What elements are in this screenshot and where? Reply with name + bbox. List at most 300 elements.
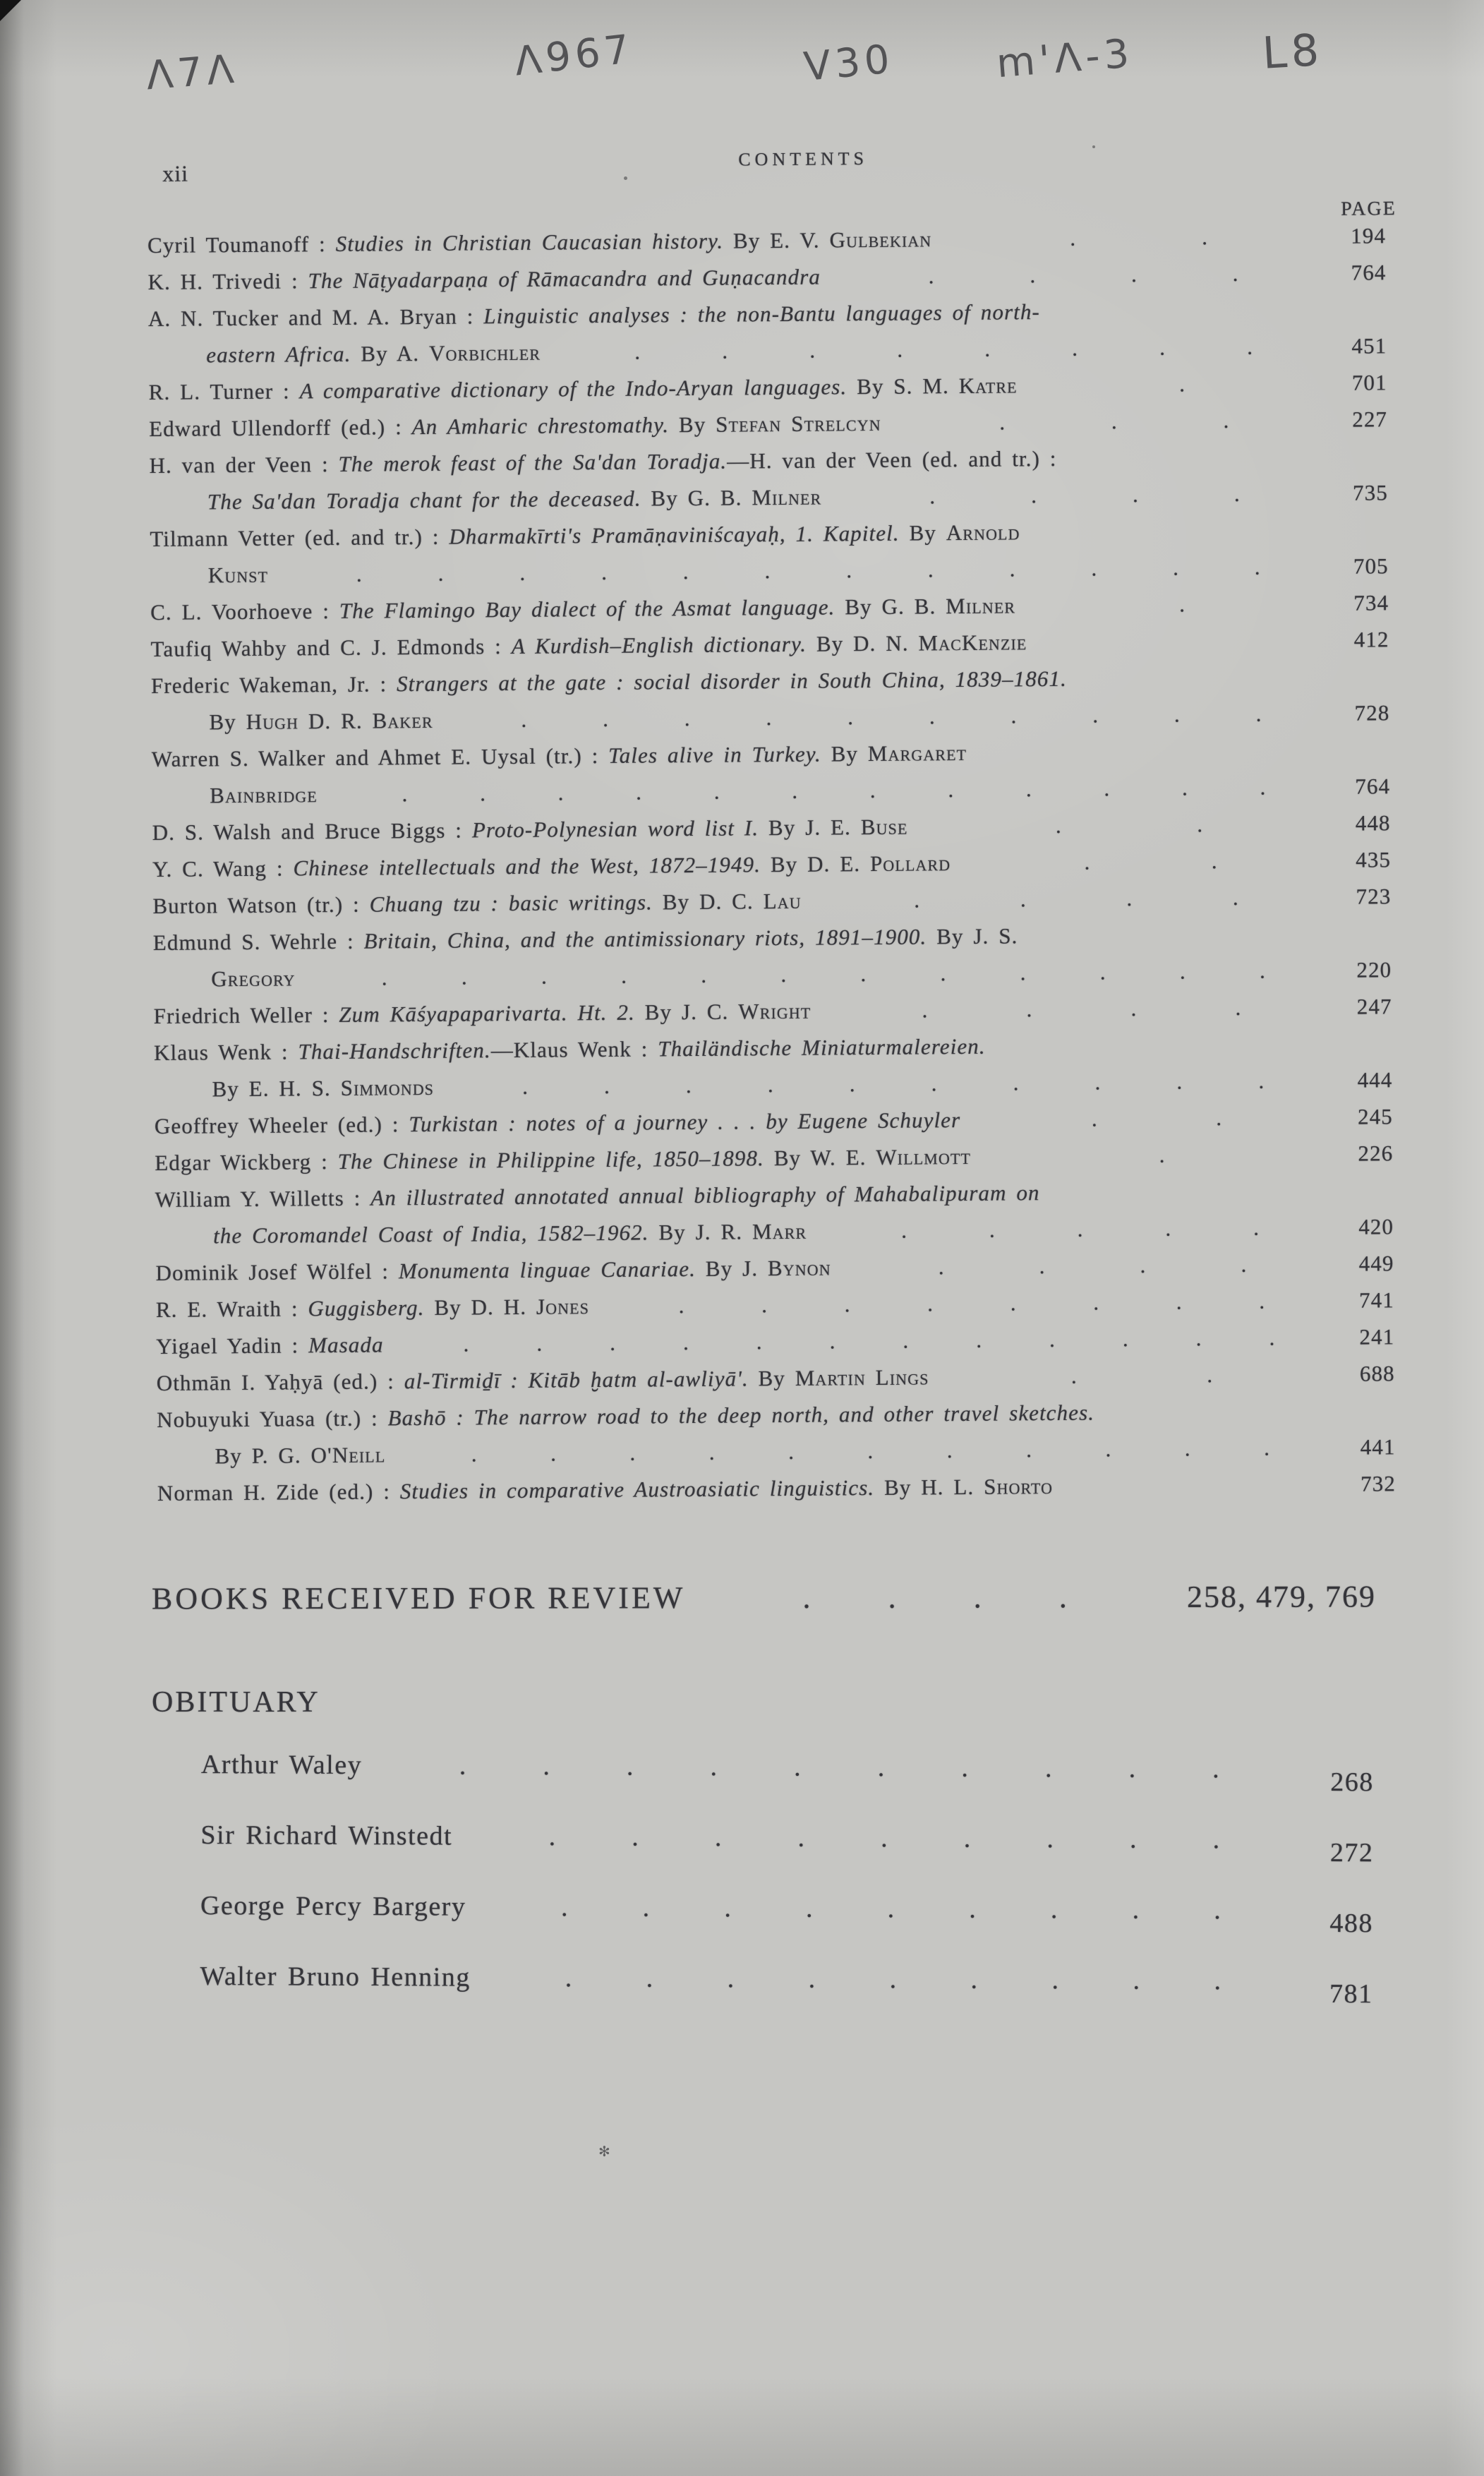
leader-dot: . <box>802 1580 814 1615</box>
leader-dot: . <box>1140 1252 1147 1278</box>
entry-title: A Kurdish–English dictionary. <box>511 631 807 659</box>
leader-dot: . <box>794 1752 802 1782</box>
obituary-row <box>200 1890 1373 1966</box>
page-number: 412 <box>1353 627 1389 652</box>
leader-dot: . <box>601 559 608 584</box>
leader-dot: . <box>632 1822 640 1852</box>
leader-dot: . <box>1179 591 1186 617</box>
leader-dot: . <box>1046 1824 1055 1854</box>
page-number: 732 <box>1360 1471 1396 1496</box>
entry-title: Turkistan : notes of a journey . . . by Eugene Schuyler <box>409 1107 961 1137</box>
leader-dot: . <box>1259 958 1266 983</box>
entry-text: Edward Ullendorff (ed.) : <box>148 414 412 442</box>
reviewer-name: Arnold <box>946 519 1020 546</box>
entry-title: A comparative dictionary of the Indo-Aryan languages. <box>299 374 847 404</box>
leader-dot: . <box>889 1964 898 1995</box>
obituary-row <box>201 1749 1374 1825</box>
leader-dot: . <box>521 707 528 732</box>
leader-dot: . <box>1211 848 1218 874</box>
entry-text: By A. <box>351 340 430 366</box>
page-number: 194 <box>1351 223 1387 248</box>
leader-dot: . <box>1235 994 1242 1020</box>
handwritten-mark-1: Λ7Λ <box>144 46 240 100</box>
leader-dot: . <box>1132 1894 1140 1925</box>
entry-text: By <box>899 520 946 546</box>
leader-dot: . <box>1070 1363 1078 1388</box>
scan-speck: ✻ <box>598 2143 610 2160</box>
page-number: 435 <box>1356 847 1392 872</box>
leader-dot: . <box>970 1964 979 1995</box>
leader-dot: . <box>1232 884 1239 910</box>
entry-title: The Chinese in Philippine life, 1850–1898. <box>337 1146 765 1174</box>
scan-speck <box>1092 145 1095 148</box>
entry-text: By <box>821 741 868 767</box>
entry-title: Monumenta linguae Canariae. <box>398 1256 696 1284</box>
reviewer-name: O'Neill <box>310 1442 386 1468</box>
entry-title: Linguistic analyses : the non-Bantu languages of north- <box>483 299 1041 329</box>
leader-dot: . <box>1010 1290 1017 1316</box>
obituary-name: Sir Richard Winstedt <box>200 1820 453 1851</box>
leader-dot: . <box>940 961 947 986</box>
page-number: 705 <box>1353 553 1389 579</box>
leader-dot: . <box>1044 1753 1054 1784</box>
leader-dot: . <box>541 963 548 989</box>
reviewer-name: Milner <box>946 593 1016 619</box>
leader-dot: . <box>984 336 991 361</box>
dot-leader <box>383 1750 1296 1785</box>
leader-dot: . <box>1092 702 1099 728</box>
leader-dot: . <box>626 1751 635 1781</box>
leader-dot: . <box>976 1327 983 1352</box>
dot-leader <box>1028 591 1337 618</box>
page-number: 227 <box>1352 407 1388 432</box>
reviewer-name: Lau <box>763 888 802 914</box>
entry-text: R. E. Wraith : <box>155 1296 308 1322</box>
entry-title: Proto-Polynesian word list I. <box>471 815 759 843</box>
leader-dot: . <box>479 781 487 806</box>
entry-text: Y. C. Wang : <box>152 855 294 882</box>
leader-dot: . <box>887 1894 895 1924</box>
entry-text: By D. N. <box>806 630 919 656</box>
leader-dot: . <box>1241 1251 1248 1277</box>
leader-dot: . <box>1020 887 1027 912</box>
leader-dot: . <box>1176 1069 1183 1094</box>
leader-dot: . <box>1111 409 1118 434</box>
leader-dot: . <box>701 962 708 987</box>
reviewer-name: MacKenzie <box>918 630 1027 656</box>
leader-dot: . <box>1212 1754 1221 1784</box>
leader-dot: . <box>764 558 771 584</box>
books-received-pages: 258, 479, 769 <box>1186 1579 1377 1614</box>
reviewer-name: Martin Lings <box>795 1364 929 1390</box>
leader-dot: . <box>1214 1966 1222 1996</box>
leader-dot: . <box>636 779 643 805</box>
page-number: 701 <box>1351 370 1387 395</box>
leader-dot: . <box>999 409 1006 435</box>
leader-dot: . <box>1030 263 1037 288</box>
leader-dot: . <box>722 338 729 363</box>
reviewer-name: Buse <box>860 814 908 840</box>
page-number: 728 <box>1354 700 1390 726</box>
dot-leader <box>984 1141 1341 1170</box>
entry-text: Nobuyuki Yuasa (tr.) : <box>157 1405 388 1432</box>
leader-dot: . <box>1159 335 1166 360</box>
leader-dot: . <box>642 1892 651 1923</box>
leader-dot: . <box>903 1328 910 1353</box>
leader-dot: . <box>678 1293 685 1318</box>
page-number: 781 <box>1329 1978 1373 2009</box>
leader-dot: . <box>1176 1289 1183 1314</box>
entry-text: By <box>668 411 716 438</box>
dot-leader <box>602 1288 1342 1319</box>
entry-text: By D. C. <box>652 889 764 915</box>
leader-dot: . <box>1133 1965 1141 1995</box>
page-number: 247 <box>1356 994 1392 1019</box>
page-number: 420 <box>1358 1214 1394 1239</box>
leader-dot: . <box>519 560 526 585</box>
toc-list <box>147 223 1396 1518</box>
leader-dot: . <box>1013 1070 1020 1095</box>
leader-dot: . <box>1009 556 1016 582</box>
entry-text: By S. M. <box>847 373 959 399</box>
leader-dot: . <box>682 559 689 584</box>
leader-dot: . <box>1128 1753 1137 1784</box>
leader-dot: . <box>1258 1068 1265 1093</box>
obituary-name: George Percy Bargery <box>200 1890 466 1922</box>
leader-dot: . <box>867 1438 874 1464</box>
page-number: 734 <box>1353 590 1389 615</box>
leader-dot: . <box>846 558 853 583</box>
page-number: 448 <box>1355 810 1391 836</box>
entry-title: Thailändische Miniaturmalereien. <box>658 1033 986 1062</box>
dot-leader <box>944 224 1334 252</box>
scan-speck <box>624 176 627 180</box>
scan-corner-artifact <box>0 0 21 21</box>
leader-dot: . <box>1025 776 1032 802</box>
leader-dot: . <box>1159 1142 1166 1167</box>
entry-text: Othmān I. Yaḥyā (ed.) : <box>156 1369 404 1395</box>
entry-text: By J. E. <box>758 815 861 841</box>
leader-dot: . <box>963 1823 972 1853</box>
entry-text: Frederic Wakeman, Jr. : <box>150 671 397 699</box>
reviewer-name: Pollard <box>869 851 951 877</box>
leader-dot: . <box>1031 483 1038 508</box>
entry-title: al-Tirmiḏī : Kitāb ḫatm al-awliyā'. <box>404 1366 749 1394</box>
leader-dot: . <box>463 1331 470 1357</box>
leader-dot: . <box>1216 1105 1223 1131</box>
entry-text: Dominik Josef Wölfel : <box>155 1258 399 1285</box>
page-number: 272 <box>1329 1837 1374 1868</box>
dot-leader <box>1066 1491 1344 1494</box>
dot-leader <box>833 260 1334 290</box>
folio-number: xii <box>162 160 189 186</box>
leader-dot: . <box>1070 225 1077 251</box>
leader-dot: . <box>1104 776 1111 801</box>
leader-dot: . <box>927 1291 934 1316</box>
leader-dot: . <box>1195 1326 1202 1351</box>
entry-text: Edgar Wickberg : <box>155 1148 338 1175</box>
dot-leader <box>1039 647 1337 649</box>
leader-dot: . <box>1058 1580 1070 1615</box>
entry-text: R. L. Turner : <box>148 378 300 405</box>
leader-dot: . <box>1179 958 1186 984</box>
leader-dot: . <box>1207 1362 1214 1388</box>
leader-dot: . <box>1255 701 1262 726</box>
obituary-row <box>200 1820 1373 1895</box>
entry-text: Edmund S. Wehrle : <box>152 928 364 955</box>
entry-text: Taufiq Wahby and C. J. Edmonds : <box>150 633 512 662</box>
entry-text: By E. H. S. <box>212 1075 341 1102</box>
dot-leader <box>963 848 1339 876</box>
leader-dot: . <box>788 1438 795 1464</box>
leader-dot: . <box>684 705 691 731</box>
reviewer-name: Bainbridge <box>210 782 318 808</box>
dot-leader <box>920 811 1338 840</box>
entry-text: Tilmann Vetter (ed. and tr.) : <box>150 524 450 552</box>
reviewer-name: Willmott <box>876 1143 972 1170</box>
leader-dot: . <box>1020 960 1027 985</box>
leader-dot: . <box>682 1330 690 1355</box>
handwritten-mark-4: m'Λ-3 <box>994 30 1135 88</box>
entry-title: eastern Africa. <box>206 341 351 368</box>
leader-dot: . <box>1130 996 1138 1021</box>
entry-text: Klaus Wenk : <box>153 1039 298 1065</box>
dot-leader <box>728 1579 1145 1616</box>
leader-dot: . <box>724 1893 732 1923</box>
leader-dot: . <box>1126 886 1133 911</box>
leader-dot: . <box>1072 335 1079 361</box>
leader-dot: . <box>931 1071 938 1096</box>
obituary-list <box>200 1749 1374 2036</box>
dot-leader <box>553 334 1334 366</box>
reviewer-name: Vorbichler <box>428 339 541 366</box>
leader-dot: . <box>1212 1825 1221 1855</box>
reviewer-name: Milner <box>752 484 822 510</box>
entry-text: By <box>209 709 246 735</box>
leader-dot: . <box>521 1074 529 1099</box>
entry-title: Strangers at the gate : social disorder in South China, 1839–1861. <box>396 666 1067 697</box>
entry-text: By <box>748 1365 795 1391</box>
entry-title: Studies in comparative Austroasiatic linguistics. <box>399 1474 875 1504</box>
leader-dot: . <box>621 963 628 988</box>
leader-dot: . <box>356 561 363 587</box>
leader-dot: . <box>922 997 929 1023</box>
leader-dot: . <box>1129 1824 1138 1854</box>
reviewer-name: Gulbekian <box>829 227 932 253</box>
leader-dot: . <box>1026 997 1033 1022</box>
leader-dot: . <box>536 1330 543 1356</box>
page-number: 444 <box>1357 1067 1393 1093</box>
entry-title: Zum Kāśyapaparivarta. Ht. 2. <box>339 999 636 1027</box>
entry-text: William Y. Willetts : <box>155 1185 371 1212</box>
reviewer-name: Wright <box>738 998 812 1024</box>
leader-dot: . <box>900 1218 908 1243</box>
leader-dot: . <box>927 557 934 582</box>
leader-dot: . <box>1233 481 1241 506</box>
leader-dot: . <box>969 1894 977 1924</box>
entry-title: Chuang tzu : basic writings. <box>369 889 653 917</box>
leader-dot: . <box>1130 262 1138 287</box>
entry-text: By J. <box>695 1256 768 1281</box>
dot-leader <box>824 994 1340 1024</box>
leader-dot: . <box>727 1964 735 1994</box>
page-number: 764 <box>1351 260 1387 285</box>
page-number: 488 <box>1329 1908 1374 1939</box>
dot-leader <box>834 481 1336 510</box>
leader-dot: . <box>1253 1215 1260 1240</box>
leader-dot: . <box>708 1439 716 1465</box>
page-number: 245 <box>1357 1104 1393 1129</box>
leader-dot: . <box>459 1750 467 1781</box>
leader-dot: . <box>603 706 610 731</box>
entry-text: K. H. Trivedi : <box>147 268 308 295</box>
leader-dot: . <box>1254 554 1261 579</box>
obituary-row <box>200 1961 1373 2036</box>
reviewer-name: Bynon <box>767 1255 831 1281</box>
leader-dot: . <box>929 483 936 509</box>
entry-text: By E. V. <box>723 227 830 253</box>
leader-dot: . <box>946 1438 953 1463</box>
leader-dot: . <box>629 1440 637 1465</box>
leader-dot: . <box>849 1071 856 1097</box>
leader-dot: . <box>1026 1437 1033 1462</box>
entry-text: C. L. Voorhoeve : <box>150 598 340 625</box>
dot-leader <box>941 1362 1342 1390</box>
leader-dot: . <box>1223 407 1230 433</box>
leader-dot: . <box>1050 1894 1059 1925</box>
leader-dot: . <box>1055 812 1062 838</box>
leader-dot: . <box>869 777 876 803</box>
reviewer-name: Gregory <box>211 966 296 992</box>
leader-dot: . <box>792 778 799 803</box>
entry-text: D. S. Walsh and Bruce Biggs : <box>152 817 473 845</box>
reviewer-name: Stefan Strelcyn <box>716 410 881 437</box>
dot-leader <box>893 407 1335 436</box>
leader-dot: . <box>881 1823 889 1853</box>
entry-text: By J. S. <box>927 923 1018 949</box>
leader-dot: . <box>1247 334 1254 359</box>
dot-leader <box>487 1892 1296 1926</box>
leader-dot: . <box>844 1292 851 1317</box>
leader-dot: . <box>1093 1290 1100 1315</box>
leader-dot: . <box>805 1893 814 1923</box>
dot-leader <box>1030 371 1334 398</box>
reviewer-name: Katre <box>958 373 1018 398</box>
leader-dot: . <box>1184 1436 1191 1461</box>
books-received-label: BOOKS RECEIVED FOR REVIEW <box>151 1580 686 1616</box>
leader-dot: . <box>634 339 641 364</box>
entry-text: By D. E. <box>760 851 871 877</box>
entry-title: An Amharic chrestomathy. <box>411 412 670 440</box>
entry-text: Geoffrey Wheeler (ed.) : <box>154 1112 409 1138</box>
leader-dot: . <box>1269 1325 1276 1350</box>
leader-dot: . <box>860 961 867 987</box>
handwritten-mark-3: V30 <box>802 36 896 91</box>
page-number: 441 <box>1360 1434 1396 1460</box>
reviewer-name: Jones <box>536 1294 590 1319</box>
entry-text: By D. H. <box>424 1294 537 1320</box>
leader-dot: . <box>797 1822 806 1853</box>
handwritten-mark-2: Λ967 <box>512 25 637 85</box>
page-column-label: PAGE <box>1341 198 1396 220</box>
leader-dot: . <box>929 704 936 729</box>
dot-leader <box>819 1215 1341 1244</box>
leader-dot: . <box>928 263 935 289</box>
entry-title: Guggisberg. <box>308 1294 425 1321</box>
leader-dot: . <box>1084 849 1091 875</box>
entry-text: Warren S. Walker and Ahmet E. Uysal (tr.) : <box>151 743 609 772</box>
reviewer-name: Margaret <box>867 740 967 767</box>
leader-dot: . <box>1099 959 1106 985</box>
leader-dot: . <box>961 1753 970 1783</box>
entry-title: The merok feast of the Sa'dan Toradja. <box>338 448 728 476</box>
entry-text: Norman H. Zide (ed.) : <box>157 1479 400 1506</box>
leader-dot: . <box>1011 703 1018 728</box>
leader-dot: . <box>766 705 773 731</box>
dot-leader <box>814 884 1339 914</box>
leader-dot: . <box>1179 371 1186 397</box>
leader-dot: . <box>548 1822 557 1852</box>
entry-text: By J. C. <box>634 999 739 1025</box>
entry-title: An illustrated annotated annual bibliography of Mahabalipuram on <box>370 1180 1040 1210</box>
leader-dot: . <box>1232 260 1239 286</box>
leader-dot: . <box>1172 555 1180 580</box>
leader-dot: . <box>1091 1106 1098 1131</box>
books-received-row <box>152 1578 1376 1616</box>
leader-dot: . <box>948 777 955 803</box>
page-number: 220 <box>1356 957 1392 982</box>
leader-dot: . <box>808 1964 816 1994</box>
dot-leader <box>473 1821 1296 1856</box>
obituary-title: OBITUARY <box>152 1686 320 1719</box>
leader-dot: . <box>767 1072 774 1098</box>
printed-text-block <box>145 0 1396 1553</box>
leader-dot: . <box>1197 812 1204 837</box>
entry-title: The Flamingo Bay dialect of the Asmat language. <box>339 594 835 623</box>
dot-leader <box>492 1962 1296 1997</box>
leader-dot: . <box>438 560 445 586</box>
leader-dot: . <box>847 704 855 730</box>
leader-dot: . <box>1094 1069 1102 1095</box>
entry-title: Bashō : The narrow road to the deep north, and other travel sketches. <box>387 1400 1095 1431</box>
leader-dot: . <box>402 781 409 807</box>
leader-dot: . <box>989 1217 996 1242</box>
page-number: 741 <box>1358 1287 1395 1313</box>
entry-text: By P. G. <box>215 1443 311 1469</box>
leader-dot: . <box>756 1329 763 1354</box>
leader-dot: . <box>1091 555 1098 581</box>
leader-dot: . <box>543 1751 551 1781</box>
page-number: 449 <box>1358 1251 1394 1276</box>
leader-dot: . <box>1051 1965 1060 1995</box>
leader-dot: . <box>1132 482 1140 507</box>
leader-dot: . <box>1202 224 1209 250</box>
reviewer-name: Kunst <box>207 562 269 588</box>
dot-leader <box>973 1105 1341 1133</box>
leader-dot: . <box>610 1330 617 1355</box>
page-number: 226 <box>1358 1141 1394 1166</box>
leader-dot: . <box>471 1441 478 1467</box>
reviewer-name: Shorto <box>984 1474 1054 1499</box>
leader-dot: . <box>603 1073 611 1098</box>
leader-dot: . <box>685 1072 692 1098</box>
entry-title: Dharmakīrti's Pramāṇaviniścayaḥ, 1. Kapitel. <box>449 520 900 549</box>
leader-dot: . <box>1174 702 1181 727</box>
leader-dot: . <box>973 1580 984 1615</box>
entry-text: Friedrich Weller : <box>153 1002 339 1028</box>
page-number: 241 <box>1359 1324 1395 1350</box>
leader-dot: . <box>461 964 468 990</box>
